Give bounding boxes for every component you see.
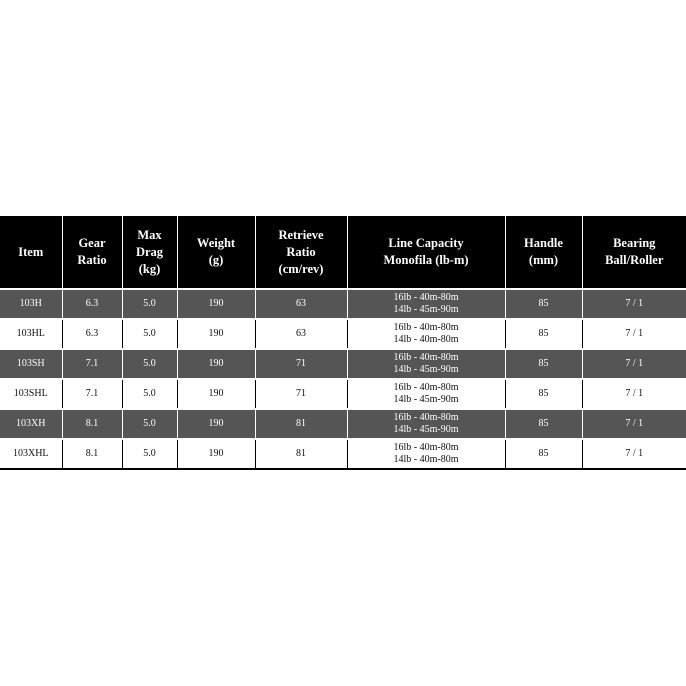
cell-gear-ratio: 8.1 bbox=[62, 409, 122, 439]
cell-weight: 190 bbox=[177, 409, 255, 439]
cell-retrieve-ratio: 81 bbox=[255, 409, 347, 439]
cell-gear-ratio: 7.1 bbox=[62, 379, 122, 409]
cell-retrieve-ratio: 81 bbox=[255, 439, 347, 469]
cell-handle: 85 bbox=[505, 379, 582, 409]
table-header-row bbox=[0, 216, 686, 289]
cell-line-capacity: 16lb - 40m-80m 14lb - 40m-80m bbox=[347, 319, 505, 349]
cell-line-capacity: 16lb - 40m-80m 14lb - 45m-90m bbox=[347, 409, 505, 439]
cell-weight: 190 bbox=[177, 349, 255, 379]
table-row bbox=[0, 319, 686, 349]
cell-line-capacity: 16lb - 40m-80m 14lb - 40m-80m bbox=[347, 439, 505, 469]
cell-line-capacity: 16lb - 40m-80m 14lb - 45m-90m bbox=[347, 289, 505, 319]
header-retrieve-ratio: Retrieve Ratio (cm/rev) bbox=[255, 216, 347, 289]
cell-max-drag: 5.0 bbox=[122, 409, 177, 439]
header-line-capacity: Line Capacity Monofila (lb-m) bbox=[347, 216, 505, 289]
cell-gear-ratio: 6.3 bbox=[62, 319, 122, 349]
cell-item: 103XH bbox=[0, 409, 62, 439]
table-row bbox=[0, 289, 686, 319]
cell-bearing: 7 / 1 bbox=[582, 319, 686, 349]
cell-bearing: 7 / 1 bbox=[582, 379, 686, 409]
cell-retrieve-ratio: 71 bbox=[255, 349, 347, 379]
cell-gear-ratio: 6.3 bbox=[62, 289, 122, 319]
cell-line-capacity: 16lb - 40m-80m 14lb - 45m-90m bbox=[347, 349, 505, 379]
cell-weight: 190 bbox=[177, 439, 255, 469]
header-handle: Handle (mm) bbox=[505, 216, 582, 289]
cell-bearing: 7 / 1 bbox=[582, 439, 686, 469]
cell-handle: 85 bbox=[505, 289, 582, 319]
cell-item: 103HL bbox=[0, 319, 62, 349]
header-item: Item bbox=[0, 216, 62, 289]
cell-retrieve-ratio: 63 bbox=[255, 319, 347, 349]
spec-table bbox=[0, 216, 686, 470]
cell-bearing: 7 / 1 bbox=[582, 289, 686, 319]
cell-handle: 85 bbox=[505, 349, 582, 379]
cell-max-drag: 5.0 bbox=[122, 349, 177, 379]
cell-bearing: 7 / 1 bbox=[582, 409, 686, 439]
cell-retrieve-ratio: 71 bbox=[255, 379, 347, 409]
table-row bbox=[0, 439, 686, 469]
cell-handle: 85 bbox=[505, 319, 582, 349]
cell-handle: 85 bbox=[505, 439, 582, 469]
cell-weight: 190 bbox=[177, 379, 255, 409]
cell-line-capacity: 16lb - 40m-80m 14lb - 45m-90m bbox=[347, 379, 505, 409]
cell-max-drag: 5.0 bbox=[122, 379, 177, 409]
header-weight: Weight (g) bbox=[177, 216, 255, 289]
cell-item: 103H bbox=[0, 289, 62, 319]
cell-item: 103SHL bbox=[0, 379, 62, 409]
cell-weight: 190 bbox=[177, 319, 255, 349]
cell-gear-ratio: 7.1 bbox=[62, 349, 122, 379]
cell-item: 103XHL bbox=[0, 439, 62, 469]
cell-weight: 190 bbox=[177, 289, 255, 319]
cell-retrieve-ratio: 63 bbox=[255, 289, 347, 319]
cell-max-drag: 5.0 bbox=[122, 319, 177, 349]
header-max-drag: Max Drag (kg) bbox=[122, 216, 177, 289]
cell-item: 103SH bbox=[0, 349, 62, 379]
cell-max-drag: 5.0 bbox=[122, 289, 177, 319]
table-row bbox=[0, 409, 686, 439]
table-row bbox=[0, 379, 686, 409]
header-bearing: Bearing Ball/Roller bbox=[582, 216, 686, 289]
cell-max-drag: 5.0 bbox=[122, 439, 177, 469]
cell-gear-ratio: 8.1 bbox=[62, 439, 122, 469]
cell-handle: 85 bbox=[505, 409, 582, 439]
table-row bbox=[0, 349, 686, 379]
cell-bearing: 7 / 1 bbox=[582, 349, 686, 379]
header-gear-ratio: Gear Ratio bbox=[62, 216, 122, 289]
